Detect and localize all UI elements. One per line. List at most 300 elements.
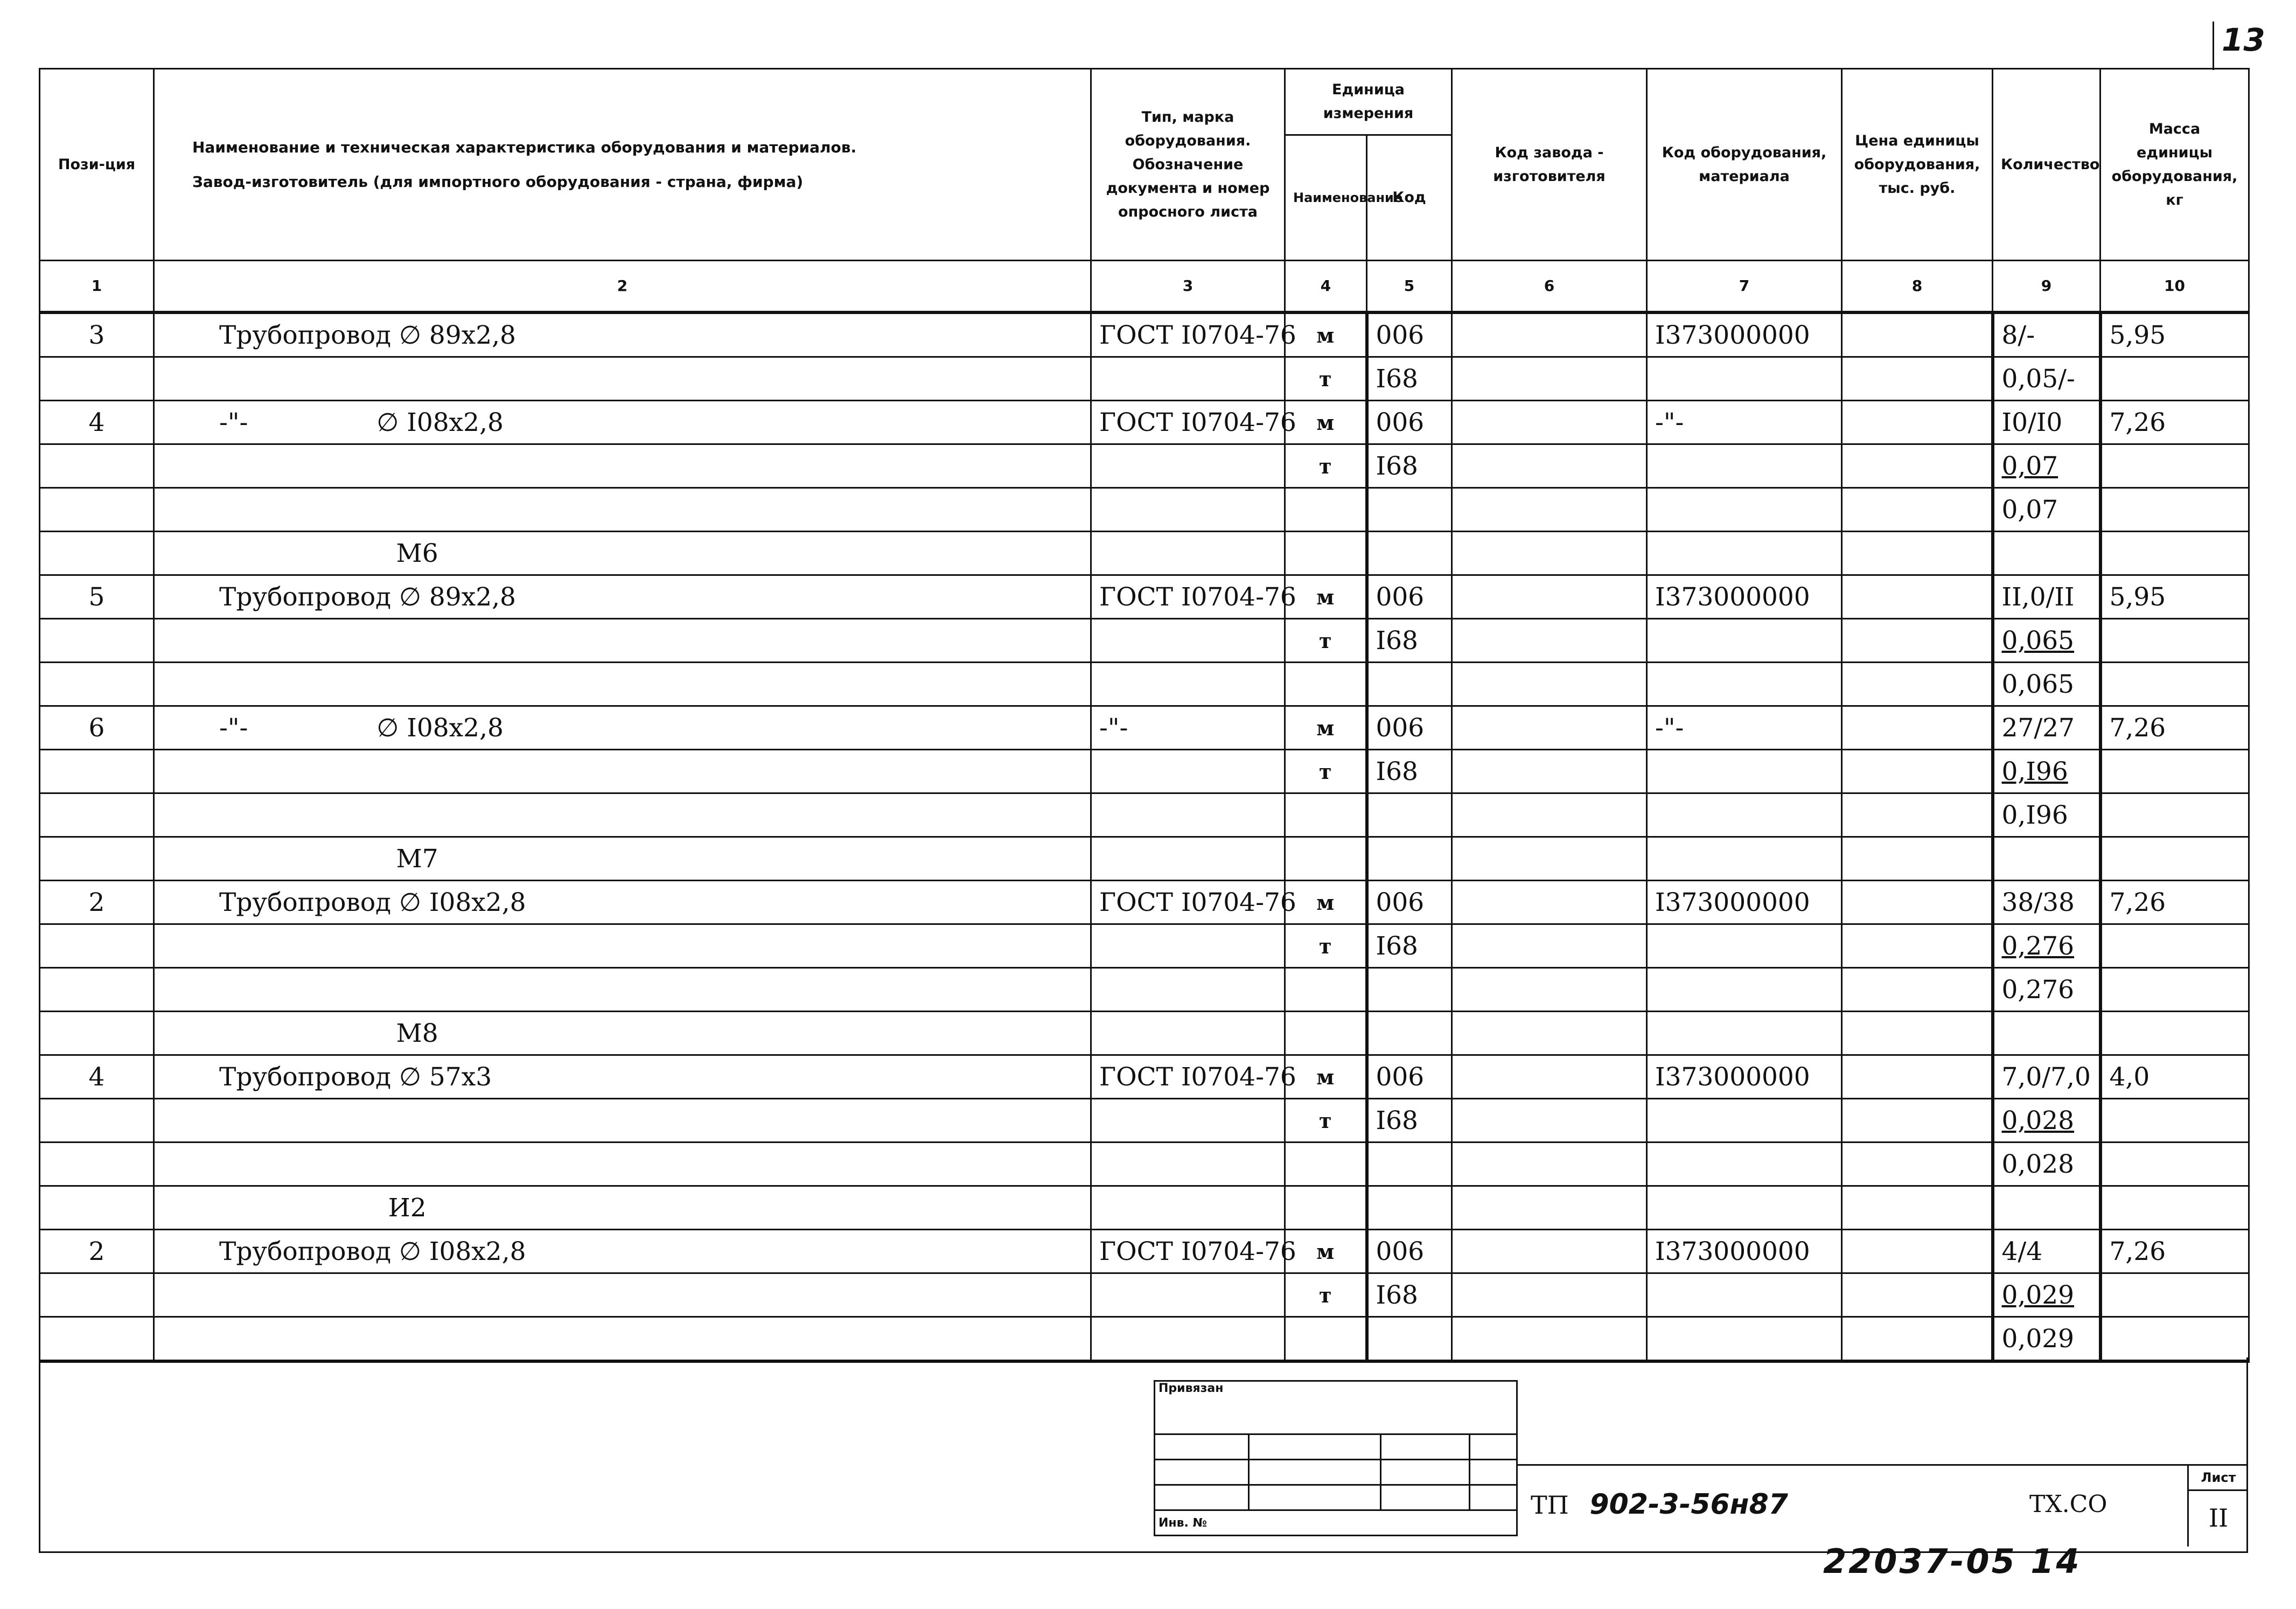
row-material-code <box>1647 837 1842 881</box>
row-unit-code <box>1367 488 1452 532</box>
row-mass <box>2100 1143 2249 1186</box>
table-row <box>40 401 2249 444</box>
row-plant-code <box>1452 532 1647 575</box>
row-unit-name <box>1285 663 1367 706</box>
row-document <box>1091 488 1285 532</box>
row-quantity: 8/- <box>1993 312 2100 357</box>
row-position: 5 <box>40 575 154 619</box>
row-material-code <box>1647 1143 1842 1186</box>
row-unit-code: I68 <box>1367 357 1452 401</box>
row-quantity <box>1993 532 2100 575</box>
row-position <box>40 619 154 663</box>
row-position <box>40 1012 154 1055</box>
row-name <box>154 924 1091 968</box>
row-price <box>1842 488 1993 532</box>
table-row <box>40 1143 2249 1186</box>
row-mass <box>2100 1099 2249 1143</box>
table-row <box>40 663 2249 706</box>
row-unit-code: I68 <box>1367 750 1452 793</box>
row-unit-name: т <box>1285 444 1367 488</box>
row-document <box>1091 1143 1285 1186</box>
row-unit-name <box>1285 968 1367 1012</box>
row-name: Трубопровод ∅ 89х2,8 <box>154 312 1091 357</box>
row-material-code: I373000000 <box>1647 1055 1842 1099</box>
page-number: 13 <box>2222 22 2265 58</box>
table-row <box>40 1186 2249 1230</box>
row-document <box>1091 1099 1285 1143</box>
colnum-5: 5 <box>1367 261 1452 313</box>
row-unit-name <box>1285 488 1367 532</box>
row-position <box>40 663 154 706</box>
row-plant-code <box>1452 968 1647 1012</box>
row-position: 6 <box>40 706 154 750</box>
row-plant-code <box>1452 1055 1647 1099</box>
row-quantity: 7,0/7,0 <box>1993 1055 2100 1099</box>
row-price <box>1842 1012 1993 1055</box>
row-unit-code <box>1367 663 1452 706</box>
linkage-stamp <box>1154 1380 1518 1536</box>
row-unit-name: м <box>1285 706 1367 750</box>
row-plant-code <box>1452 1099 1647 1143</box>
row-quantity <box>1993 837 2100 881</box>
table-row <box>40 1012 2249 1055</box>
table-row <box>40 837 2249 881</box>
row-name: М8 <box>154 1012 1091 1055</box>
row-material-code: I373000000 <box>1647 1230 1842 1273</box>
row-document <box>1091 1317 1285 1362</box>
row-mass <box>2100 924 2249 968</box>
row-plant-code <box>1452 793 1647 837</box>
row-price <box>1842 357 1993 401</box>
row-price <box>1842 1186 1993 1230</box>
row-plant-code <box>1452 924 1647 968</box>
row-mass <box>2100 663 2249 706</box>
row-price <box>1842 444 1993 488</box>
row-unit-code: 006 <box>1367 575 1452 619</box>
row-unit-code <box>1367 968 1452 1012</box>
row-document: ГОСТ I0704-76 <box>1091 1230 1285 1273</box>
row-position: 3 <box>40 312 154 357</box>
row-document <box>1091 1012 1285 1055</box>
row-document <box>1091 750 1285 793</box>
row-mass <box>2100 444 2249 488</box>
row-quantity <box>1993 1012 2100 1055</box>
row-quantity: 0,029 <box>1993 1273 2100 1317</box>
row-document <box>1091 1273 1285 1317</box>
row-document <box>1091 924 1285 968</box>
table-row <box>40 706 2249 750</box>
row-quantity: 0,276 <box>1993 924 2100 968</box>
row-plant-code <box>1452 357 1647 401</box>
row-plant-code <box>1452 1012 1647 1055</box>
row-quantity: 0,029 <box>1993 1317 2100 1362</box>
row-position <box>40 968 154 1012</box>
row-name <box>154 1143 1091 1186</box>
row-name <box>154 357 1091 401</box>
row-position: 4 <box>40 401 154 444</box>
archive-number: 22037-05 14 <box>1823 1542 2082 1581</box>
row-material-code: I373000000 <box>1647 575 1842 619</box>
row-position <box>40 750 154 793</box>
row-unit-code: 006 <box>1367 881 1452 924</box>
row-material-code <box>1647 1273 1842 1317</box>
row-unit-code: 006 <box>1367 312 1452 357</box>
table-body <box>40 312 2249 1361</box>
row-material-code <box>1647 1186 1842 1230</box>
colnum-1: 1 <box>40 261 154 313</box>
stamp-linked-label: Привязан <box>1155 1381 1517 1434</box>
title-sheet-label: Лист <box>2189 1466 2248 1491</box>
table-row <box>40 488 2249 532</box>
row-unit-name <box>1285 1186 1367 1230</box>
row-unit-code: I68 <box>1367 1273 1452 1317</box>
row-quantity: II,0/II <box>1993 575 2100 619</box>
row-unit-name: т <box>1285 619 1367 663</box>
row-quantity: 0,07 <box>1993 488 2100 532</box>
row-mass <box>2100 1012 2249 1055</box>
table-row <box>40 750 2249 793</box>
row-name: Трубопровод ∅ I08х2,8 <box>154 1230 1091 1273</box>
row-position <box>40 488 154 532</box>
row-name: -"- ∅ I08х2,8 <box>154 401 1091 444</box>
row-material-code <box>1647 1317 1842 1362</box>
row-mass: 5,95 <box>2100 312 2249 357</box>
table-row <box>40 881 2249 924</box>
title-doc-number: 902-3-56н87 <box>1589 1488 1788 1521</box>
header-plant-code: Код завода - изготовителя <box>1452 69 1647 261</box>
row-document <box>1091 793 1285 837</box>
row-unit-code <box>1367 793 1452 837</box>
row-unit-code <box>1367 1143 1452 1186</box>
row-unit-code: 006 <box>1367 401 1452 444</box>
row-quantity: 38/38 <box>1993 881 2100 924</box>
row-price <box>1842 1055 1993 1099</box>
row-unit-code: 006 <box>1367 706 1452 750</box>
row-plant-code <box>1452 706 1647 750</box>
row-quantity: 0,07 <box>1993 444 2100 488</box>
header-price: Цена единицы оборудования, тыс. руб. <box>1842 69 1993 261</box>
row-mass: 7,26 <box>2100 401 2249 444</box>
row-mass: 7,26 <box>2100 1230 2249 1273</box>
colnum-10: 10 <box>2100 261 2249 313</box>
row-quantity: 27/27 <box>1993 706 2100 750</box>
row-name: Трубопровод ∅ I08х2,8 <box>154 881 1091 924</box>
row-price <box>1842 706 1993 750</box>
row-quantity: 0,065 <box>1993 663 2100 706</box>
header-name-line2: Завод-изготовитель (для импортного оборудования - страна, фирма) <box>192 172 804 191</box>
row-quantity: I0/I0 <box>1993 401 2100 444</box>
row-plant-code <box>1452 312 1647 357</box>
row-unit-name <box>1285 837 1367 881</box>
row-position <box>40 1186 154 1230</box>
table-row <box>40 357 2249 401</box>
row-price <box>1842 401 1993 444</box>
row-price <box>1842 968 1993 1012</box>
row-mass <box>2100 837 2249 881</box>
row-unit-code: I68 <box>1367 619 1452 663</box>
row-unit-code <box>1367 837 1452 881</box>
row-unit-name <box>1285 532 1367 575</box>
title-doc-prefix: ТП <box>1531 1490 1569 1520</box>
row-unit-name <box>1285 1317 1367 1362</box>
row-quantity: 0,065 <box>1993 619 2100 663</box>
row-plant-code <box>1452 750 1647 793</box>
row-position <box>40 357 154 401</box>
row-price <box>1842 750 1993 793</box>
row-unit-name: м <box>1285 1055 1367 1099</box>
table-row <box>40 793 2249 837</box>
row-mass: 4,0 <box>2100 1055 2249 1099</box>
row-mass <box>2100 968 2249 1012</box>
colnum-3: 3 <box>1091 261 1285 313</box>
row-mass <box>2100 488 2249 532</box>
row-position: 2 <box>40 881 154 924</box>
row-quantity: 0,I96 <box>1993 793 2100 837</box>
row-name: М6 <box>154 532 1091 575</box>
row-plant-code <box>1452 401 1647 444</box>
row-mass: 7,26 <box>2100 706 2249 750</box>
header-quantity: Количество <box>1993 69 2100 261</box>
row-plant-code <box>1452 1186 1647 1230</box>
row-plant-code <box>1452 881 1647 924</box>
column-number-row <box>40 261 2249 313</box>
row-mass <box>2100 619 2249 663</box>
row-position <box>40 1099 154 1143</box>
row-unit-code <box>1367 1317 1452 1362</box>
row-mass <box>2100 532 2249 575</box>
header-type: Тип, марка оборудования. Обозначение документа и номер опросного листа <box>1091 69 1285 261</box>
row-material-code <box>1647 1012 1842 1055</box>
header-material-code: Код оборудования, материала <box>1647 69 1842 261</box>
colnum-8: 8 <box>1842 261 1993 313</box>
row-price <box>1842 1230 1993 1273</box>
row-unit-code: I68 <box>1367 1099 1452 1143</box>
row-unit-name: т <box>1285 1273 1367 1317</box>
header-unit-group: Единица измерения <box>1285 69 1452 135</box>
row-unit-name: м <box>1285 312 1367 357</box>
row-document <box>1091 444 1285 488</box>
row-plant-code <box>1452 619 1647 663</box>
row-material-code <box>1647 968 1842 1012</box>
colnum-9: 9 <box>1993 261 2100 313</box>
row-mass <box>2100 1317 2249 1362</box>
row-name <box>154 750 1091 793</box>
row-name: Трубопровод ∅ 57х3 <box>154 1055 1091 1099</box>
row-unit-name <box>1285 1012 1367 1055</box>
table-row <box>40 924 2249 968</box>
colnum-2: 2 <box>154 261 1091 313</box>
row-material-code: -"- <box>1647 401 1842 444</box>
row-position <box>40 1317 154 1362</box>
row-position <box>40 1143 154 1186</box>
row-material-code <box>1647 357 1842 401</box>
row-name <box>154 488 1091 532</box>
row-price <box>1842 1099 1993 1143</box>
title-doc-code: ТХ.СО <box>2029 1490 2107 1518</box>
row-mass <box>2100 357 2249 401</box>
title-block <box>1518 1464 2248 1547</box>
row-name <box>154 1273 1091 1317</box>
row-mass: 5,95 <box>2100 575 2249 619</box>
row-plant-code <box>1452 663 1647 706</box>
row-unit-name: т <box>1285 750 1367 793</box>
row-price <box>1842 793 1993 837</box>
header-name-line1: Наименование и техническая характеристика оборудования и материалов. <box>192 138 857 156</box>
row-price <box>1842 663 1993 706</box>
colnum-4: 4 <box>1285 261 1367 313</box>
row-document: ГОСТ I0704-76 <box>1091 575 1285 619</box>
row-document <box>1091 619 1285 663</box>
row-unit-code: 006 <box>1367 1055 1452 1099</box>
stamp-inv-label: Инв. № <box>1155 1510 1517 1536</box>
row-price <box>1842 1273 1993 1317</box>
row-position: 2 <box>40 1230 154 1273</box>
row-mass: 7,26 <box>2100 881 2249 924</box>
row-material-code <box>1647 663 1842 706</box>
row-position <box>40 444 154 488</box>
row-name <box>154 444 1091 488</box>
row-plant-code <box>1452 1230 1647 1273</box>
row-name <box>154 1317 1091 1362</box>
row-unit-name: м <box>1285 1230 1367 1273</box>
row-unit-code: I68 <box>1367 924 1452 968</box>
row-mass <box>2100 1273 2249 1317</box>
table-row <box>40 575 2249 619</box>
row-quantity: 4/4 <box>1993 1230 2100 1273</box>
row-name: И2 <box>154 1186 1091 1230</box>
row-unit-code <box>1367 1186 1452 1230</box>
row-name <box>154 968 1091 1012</box>
row-price <box>1842 532 1993 575</box>
row-position <box>40 1273 154 1317</box>
row-material-code: -"- <box>1647 706 1842 750</box>
row-mass <box>2100 1186 2249 1230</box>
row-plant-code <box>1452 1143 1647 1186</box>
row-position <box>40 837 154 881</box>
row-quantity: 0,I96 <box>1993 750 2100 793</box>
row-name <box>154 1099 1091 1143</box>
row-unit-name: т <box>1285 1099 1367 1143</box>
row-unit-code: 006 <box>1367 1230 1452 1273</box>
table-row <box>40 1099 2249 1143</box>
row-document: ГОСТ I0704-76 <box>1091 881 1285 924</box>
table-row <box>40 312 2249 357</box>
row-price <box>1842 1317 1993 1362</box>
row-material-code <box>1647 793 1842 837</box>
row-plant-code <box>1452 444 1647 488</box>
row-material-code <box>1647 1099 1842 1143</box>
row-price <box>1842 924 1993 968</box>
table-header <box>40 69 2249 313</box>
row-material-code <box>1647 444 1842 488</box>
title-sheet-number: II <box>2208 1503 2229 1533</box>
table-row <box>40 1055 2249 1099</box>
colnum-7: 7 <box>1647 261 1842 313</box>
row-name: -"- ∅ I08х2,8 <box>154 706 1091 750</box>
row-plant-code <box>1452 837 1647 881</box>
row-price <box>1842 619 1993 663</box>
row-name <box>154 663 1091 706</box>
page-number-divider <box>2213 22 2214 70</box>
row-material-code <box>1647 924 1842 968</box>
row-price <box>1842 575 1993 619</box>
row-unit-name <box>1285 1143 1367 1186</box>
title-sheet-cell <box>2187 1466 2248 1547</box>
row-document <box>1091 1186 1285 1230</box>
row-plant-code <box>1452 575 1647 619</box>
table-row <box>40 444 2249 488</box>
row-document: ГОСТ I0704-76 <box>1091 312 1285 357</box>
table-row <box>40 1230 2249 1273</box>
row-unit-name: м <box>1285 575 1367 619</box>
row-unit-name: т <box>1285 924 1367 968</box>
row-quantity: 0,028 <box>1993 1099 2100 1143</box>
row-name: М7 <box>154 837 1091 881</box>
row-price <box>1842 881 1993 924</box>
row-material-code <box>1647 488 1842 532</box>
row-document: ГОСТ I0704-76 <box>1091 1055 1285 1099</box>
row-document <box>1091 663 1285 706</box>
row-document: ГОСТ I0704-76 <box>1091 401 1285 444</box>
row-quantity: 0,276 <box>1993 968 2100 1012</box>
table-row <box>40 968 2249 1012</box>
row-document <box>1091 837 1285 881</box>
row-unit-code: I68 <box>1367 444 1452 488</box>
header-name <box>154 69 1091 261</box>
row-price <box>1842 837 1993 881</box>
title-document <box>1531 1488 1788 1521</box>
header-position: Пози-ция <box>40 69 154 261</box>
table-row <box>40 619 2249 663</box>
row-document <box>1091 968 1285 1012</box>
row-unit-name <box>1285 793 1367 837</box>
table-row <box>40 1273 2249 1317</box>
colnum-6: 6 <box>1452 261 1647 313</box>
row-name: Трубопровод ∅ 89х2,8 <box>154 575 1091 619</box>
header-unit-name: Наименование <box>1285 135 1367 261</box>
row-document: -"- <box>1091 706 1285 750</box>
row-plant-code <box>1452 1317 1647 1362</box>
row-material-code <box>1647 532 1842 575</box>
row-unit-code <box>1367 1012 1452 1055</box>
row-unit-name: т <box>1285 357 1367 401</box>
row-mass <box>2100 750 2249 793</box>
row-document <box>1091 532 1285 575</box>
row-unit-code <box>1367 532 1452 575</box>
row-quantity: 0,05/- <box>1993 357 2100 401</box>
row-position: 4 <box>40 1055 154 1099</box>
row-quantity: 0,028 <box>1993 1143 2100 1186</box>
row-document <box>1091 357 1285 401</box>
row-price <box>1842 312 1993 357</box>
row-price <box>1842 1143 1993 1186</box>
row-position <box>40 924 154 968</box>
row-quantity <box>1993 1186 2100 1230</box>
header-mass: Масса единицы оборудования, кг <box>2100 69 2249 261</box>
row-material-code: I373000000 <box>1647 881 1842 924</box>
row-position <box>40 532 154 575</box>
row-name <box>154 793 1091 837</box>
row-position <box>40 793 154 837</box>
row-mass <box>2100 793 2249 837</box>
header-unit-code: Код <box>1367 135 1452 261</box>
table-row <box>40 1317 2249 1362</box>
row-material-code: I373000000 <box>1647 312 1842 357</box>
specification-table <box>39 68 2250 1363</box>
table-row <box>40 532 2249 575</box>
row-plant-code <box>1452 1273 1647 1317</box>
row-material-code <box>1647 750 1842 793</box>
